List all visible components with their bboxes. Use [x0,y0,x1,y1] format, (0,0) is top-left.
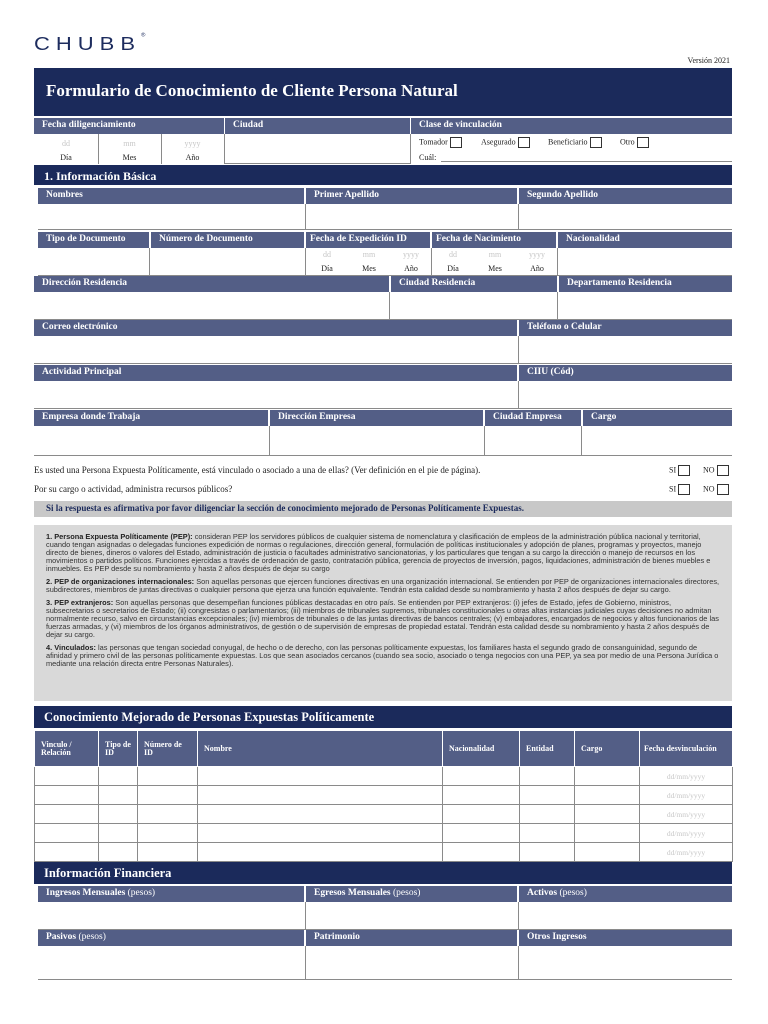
empresa-field[interactable] [34,426,270,456]
ciudad-empresa-label: Ciudad Empresa [485,410,581,426]
cargo-label: Cargo [583,410,732,426]
pep-q1-si[interactable]: SI [669,465,690,476]
beneficiario-checkbox[interactable] [590,137,602,148]
chubb-logo: CHUBB® [34,32,146,55]
pep-table-header-row [35,731,733,767]
clase-option-asegurado[interactable]: Asegurado [481,137,530,148]
segundo-apellido-field[interactable] [518,204,732,230]
fecha-nacimiento-field[interactable]: dd mm yyyy Día Mes Año [431,248,558,276]
table-row[interactable]: dd/mm/yyyy [35,805,733,824]
pep-col-nacionalidad: Nacionalidad [443,731,520,767]
nacionalidad-field[interactable] [557,248,732,276]
activos-field[interactable] [518,902,732,930]
tipo-documento-label: Tipo de Documento [38,232,149,248]
definition-vinculados: 4. Vinculados: las personas que tengan sociedad conyugal, de hecho o de derecho, con las personas políticamente expuestas, los familiares hasta el segundo grado de consanguinidad, segundo de afinidad y primero civil de las personas políticamente expuestas. Los que sean asociados cercanos (cuando sea socio, asociado o tenga negocios con una PEP, ya sea por medio de una Persona Jurídica o mediante una relación directa entre Personas Naturales). [46,643,719,668]
numero-documento-label: Número de Documento [151,232,304,248]
clase-option-otro[interactable]: Otro [620,137,649,148]
pep-question-1: Es usted una Persona Expuesta Políticamente, está vinculado o asociado a una de ellas? (Ver definición en el pie de página). [34,465,481,475]
activos-label: Activos (pesos) [519,886,732,902]
pep-q2-no-checkbox[interactable] [717,484,729,495]
nombres-field[interactable] [38,204,306,230]
section-informacion-financiera: Información Financiera [34,862,732,884]
pep-q2-no[interactable]: NO [703,484,729,495]
correo-field[interactable] [34,336,519,364]
departamento-residencia-field[interactable] [557,292,732,320]
numero-documento-field[interactable] [149,248,306,276]
form-version: Versión 2021 [687,56,730,65]
pep-q2-si[interactable]: SI [669,484,690,495]
form-title: Formulario de Conocimiento de Cliente Persona Natural [34,68,732,116]
direccion-residencia-label: Dirección Residencia [34,276,389,292]
pep-q1-si-checkbox[interactable] [678,465,690,476]
primer-apellido-label: Primer Apellido [306,188,517,204]
tipo-documento-field[interactable] [38,248,150,276]
pep-question-2: Por su cargo o actividad, administra recursos públicos? [34,484,233,494]
patrimonio-field[interactable] [305,946,519,980]
otros-ingresos-field[interactable] [518,946,732,980]
pasivos-label: Pasivos (pesos) [38,930,304,946]
cual-label: Cuál: [419,153,437,162]
table-row[interactable]: dd/mm/yyyy [35,767,733,786]
ingresos-label: Ingresos Mensuales (pesos) [38,886,304,902]
pep-q1-no-checkbox[interactable] [717,465,729,476]
direccion-empresa-field[interactable] [269,426,485,456]
pasivos-field[interactable] [38,946,306,980]
registered-mark: ® [141,32,146,39]
egresos-label: Egresos Mensuales (pesos) [306,886,517,902]
pep-col-cargo: Cargo [575,731,640,767]
otros-ingresos-label: Otros Ingresos [519,930,732,946]
actividad-principal-field[interactable] [34,381,519,409]
ciudad-residencia-label: Ciudad Residencia [391,276,557,292]
direccion-residencia-field[interactable] [34,292,390,320]
pep-col-numero-id: Número de ID [138,731,198,767]
ciudad-field[interactable] [224,134,411,164]
ciudad-empresa-field[interactable] [484,426,582,456]
pep-table [34,730,733,862]
definition-pep-extranjero: 3. PEP extranjeros: Son aquellas personas que desempeñan funciones públicas destacadas en otro país. Se entienden por PEP extranjeros: (i) jefes de Estado, jefes de Gobierno, ministros, subsecretarios o secretarios de Estado; (ii) congresistas o parlamentarios; (iii) miembros de tribunales supremos, tribunales constitucionales u otras altas instancias judiciales cuyas decisiones no admitan normalmente recurso, salvo en circunstancias excepcionales; (iv) miembros de tribunales o de las juntas directivas de bancos centrales; (v) embajadores, encargados de negocios y altos funcionarios de las fuerzas armadas, y (vi) miembros de los órganos administrativos, de gestión o de supervisión de empresas de propiedad estatal. Tendrán esta calidad desde su nombramiento y hasta 2 años después de dejar su cargo. [46,598,719,639]
actividad-principal-label: Actividad Principal [34,365,517,381]
clase-option-tomador[interactable]: Tomador [419,137,462,148]
ingresos-field[interactable] [38,902,306,930]
fecha-diligenciamiento-label: Fecha diligenciamiento [34,118,224,134]
fecha-expedicion-field[interactable]: dd mm yyyy Día Mes Año [305,248,432,276]
fecha-diligenciamiento-field[interactable]: dd mm yyyy Día Mes Año [34,134,224,164]
table-row[interactable]: dd/mm/yyyy [35,824,733,843]
direccion-empresa-label: Dirección Empresa [270,410,483,426]
tomador-checkbox[interactable] [450,137,462,148]
ciudad-residencia-field[interactable] [389,292,558,320]
patrimonio-label: Patrimonio [306,930,517,946]
egresos-field[interactable] [305,902,519,930]
section-conocimiento-mejorado-pep: Conocimiento Mejorado de Personas Expuestas Políticamente [34,706,732,728]
ciiu-label: CIIU (Cód) [519,365,732,381]
otro-checkbox[interactable] [637,137,649,148]
correo-label: Correo electrónico [34,320,517,336]
clase-option-beneficiario[interactable]: Beneficiario [548,137,602,148]
empresa-label: Empresa donde Trabaja [34,410,268,426]
definition-pep: 1. Persona Expuesta Políticamente (PEP): consideran PEP los servidores públicos de cualquier sistema de nomenclatura y clasificación de empleos de la administración pública nacional y territorial, cuando tengan asignadas o delegadas funciones expedición de normas o regulaciones, dirección general, formulación de políticas institucionales y adopción de planes, programas y proyectos, manejo directo de bienes, dineros o valores del Estado, administración de justicia o facultades administrativo sancionatorias, y los particulares que tengan a su cargo la dirección o manejo de recursos en los movimientos o partidos políticos. Funciones ejercidas a través de ordenación de gasto, contratación pública, gerencia de proyectos de inversión, pagos, liquidaciones, administración de bienes muebles e inmuebles. Es PEP desde su nombramiento y hasta 2 años después de dejar su cargo [46,532,711,573]
pep-q1-no[interactable]: NO [703,465,729,476]
primer-apellido-field[interactable] [305,204,519,230]
departamento-residencia-label: Departamento Residencia [559,276,732,292]
telefono-label: Teléfono o Celular [519,320,732,336]
table-row[interactable]: dd/mm/yyyy [35,843,733,862]
section-informacion-basica: 1. Información Básica [34,165,732,185]
nombres-label: Nombres [38,188,304,204]
ciudad-label: Ciudad [225,118,410,134]
ciiu-field[interactable] [518,381,732,409]
telefono-field[interactable] [518,336,732,364]
pep-col-entidad: Entidad [520,731,575,767]
pep-col-vinculo: Vinculo / Relación [35,731,99,767]
pep-col-nombre: Nombre [198,731,443,767]
pep-note-banner: Si la respuesta es afirmativa por favor diligenciar la sección de conocimiento mejorado de Personas Políticamente Expuestas. [34,501,732,517]
clase-vinculacion-label: Clase de vinculación [411,118,732,134]
definition-pep-internacional: 2. PEP de organizaciones internacionales: Son aquellas personas que ejercen funciones directivas en una organización internacional. Se entienden por PEP de organizaciones internacionales directores, subdirectores, miembros de juntas directivas o cualquier persona que ejerza una función equivalente. Tendrán esta calidad desde su nombramiento y hasta 2 años después de dejar su cargo. [46,577,720,594]
nacionalidad-label: Nacionalidad [558,232,732,248]
segundo-apellido-label: Segundo Apellido [519,188,732,204]
fecha-expedicion-label: Fecha de Expedición ID [306,232,430,248]
pep-col-fecha: Fecha desvinculación [640,731,733,767]
asegurado-checkbox[interactable] [518,137,530,148]
pep-col-tipo-id: Tipo de ID [99,731,138,767]
fecha-nacimiento-label: Fecha de Nacimiento [432,232,556,248]
definitions-box [34,525,732,701]
cual-field[interactable] [441,161,732,162]
cargo-field[interactable] [581,426,732,456]
pep-q2-si-checkbox[interactable] [678,484,690,495]
table-row[interactable]: dd/mm/yyyy [35,786,733,805]
